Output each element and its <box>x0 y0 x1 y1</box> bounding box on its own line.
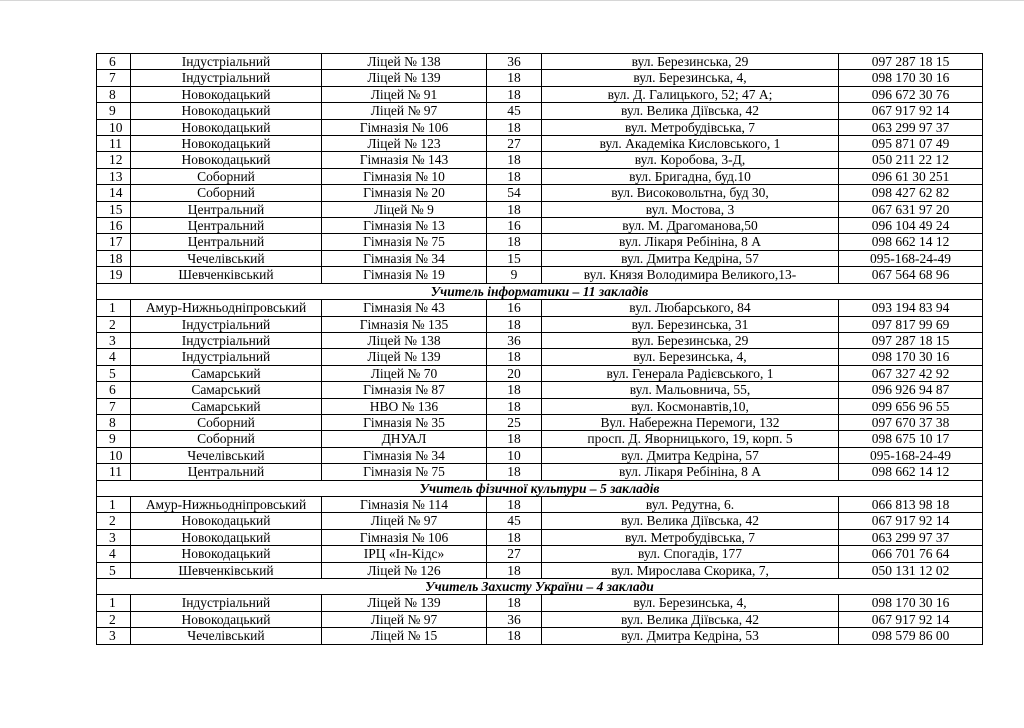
district-cell: Соборний <box>131 414 322 430</box>
address-cell: вул. Дмитра Кедріна, 57 <box>542 447 839 463</box>
row-number: 2 <box>97 513 131 529</box>
school-cell: Гімназія № 106 <box>322 529 487 545</box>
address-cell: вул. Коробова, 3-Д, <box>542 152 839 168</box>
school-cell: Гімназія № 106 <box>322 119 487 135</box>
school-cell: Ліцей № 97 <box>322 513 487 529</box>
hours-cell: 18 <box>487 316 542 332</box>
phone-cell: 093 194 83 94 <box>839 300 983 316</box>
section-heading: Учитель Захисту України – 4 заклади <box>97 579 983 595</box>
address-cell: вул. Велика Діївська, 42 <box>542 513 839 529</box>
row-number: 18 <box>97 250 131 266</box>
address-cell: вул. Академіка Кисловського, 1 <box>542 136 839 152</box>
hours-cell: 9 <box>487 267 542 283</box>
hours-cell: 18 <box>487 152 542 168</box>
district-cell: Новокодацький <box>131 86 322 102</box>
row-number: 10 <box>97 447 131 463</box>
row-number: 7 <box>97 70 131 86</box>
row-number: 3 <box>97 628 131 644</box>
table-row <box>97 103 983 119</box>
school-cell: Гімназія № 75 <box>322 234 487 250</box>
school-cell: Гімназія № 114 <box>322 496 487 512</box>
row-number: 4 <box>97 546 131 562</box>
row-number: 1 <box>97 300 131 316</box>
school-cell: Гімназія № 34 <box>322 447 487 463</box>
school-cell: НВО № 136 <box>322 398 487 414</box>
address-cell: вул. Дмитра Кедріна, 53 <box>542 628 839 644</box>
district-cell: Чечелівський <box>131 628 322 644</box>
table-row <box>97 218 983 234</box>
district-cell: Індустріальний <box>131 316 322 332</box>
phone-cell: 098 662 14 12 <box>839 234 983 250</box>
row-number: 13 <box>97 168 131 184</box>
district-cell: Центральний <box>131 201 322 217</box>
row-number: 12 <box>97 152 131 168</box>
section-heading-row <box>97 480 983 496</box>
phone-cell: 097 287 18 15 <box>839 54 983 70</box>
table-row <box>97 496 983 512</box>
row-number: 10 <box>97 119 131 135</box>
row-number: 3 <box>97 529 131 545</box>
hours-cell: 20 <box>487 365 542 381</box>
phone-cell: 067 917 92 14 <box>839 513 983 529</box>
row-number: 6 <box>97 382 131 398</box>
district-cell: Соборний <box>131 431 322 447</box>
table-row <box>97 54 983 70</box>
hours-cell: 18 <box>487 529 542 545</box>
row-number: 8 <box>97 86 131 102</box>
phone-cell: 096 926 94 87 <box>839 382 983 398</box>
district-cell: Чечелівський <box>131 250 322 266</box>
district-cell: Новокодацький <box>131 119 322 135</box>
phone-cell: 098 579 86 00 <box>839 628 983 644</box>
hours-cell: 54 <box>487 185 542 201</box>
phone-cell: 067 631 97 20 <box>839 201 983 217</box>
address-cell: вул. Любарського, 84 <box>542 300 839 316</box>
phone-cell: 096 61 30 251 <box>839 168 983 184</box>
district-cell: Індустріальний <box>131 70 322 86</box>
district-cell: Центральний <box>131 464 322 480</box>
table-row <box>97 119 983 135</box>
row-number: 2 <box>97 316 131 332</box>
phone-cell: 067 327 42 92 <box>839 365 983 381</box>
phone-cell: 099 656 96 55 <box>839 398 983 414</box>
address-cell: вул. Лікаря Ребініна, 8 А <box>542 234 839 250</box>
district-cell: Індустріальний <box>131 332 322 348</box>
row-number: 1 <box>97 496 131 512</box>
hours-cell: 36 <box>487 332 542 348</box>
school-cell: Ліцей № 15 <box>322 628 487 644</box>
address-cell: вул. Лікаря Ребініна, 8 А <box>542 464 839 480</box>
phone-cell: 098 662 14 12 <box>839 464 983 480</box>
district-cell: Центральний <box>131 234 322 250</box>
table-row <box>97 168 983 184</box>
district-cell: Новокодацький <box>131 136 322 152</box>
table-row <box>97 332 983 348</box>
row-number: 3 <box>97 332 131 348</box>
hours-cell: 18 <box>487 86 542 102</box>
address-cell: вул. Князя Володимира Великого,13- <box>542 267 839 283</box>
address-cell: вул. Редутна, 6. <box>542 496 839 512</box>
row-number: 9 <box>97 431 131 447</box>
row-number: 17 <box>97 234 131 250</box>
hours-cell: 18 <box>487 349 542 365</box>
address-cell: вул. Березинська, 4, <box>542 70 839 86</box>
table-row <box>97 70 983 86</box>
table-row <box>97 365 983 381</box>
table-row <box>97 267 983 283</box>
phone-cell: 066 701 76 64 <box>839 546 983 562</box>
row-number: 14 <box>97 185 131 201</box>
section-heading-row <box>97 579 983 595</box>
school-cell: Ліцей № 139 <box>322 349 487 365</box>
district-cell: Самарський <box>131 365 322 381</box>
table-row <box>97 447 983 463</box>
row-number: 4 <box>97 349 131 365</box>
school-cell: Ліцей № 91 <box>322 86 487 102</box>
phone-cell: 067 917 92 14 <box>839 611 983 627</box>
hours-cell: 18 <box>487 70 542 86</box>
table-row <box>97 234 983 250</box>
district-cell: Новокодацький <box>131 152 322 168</box>
school-cell: Гімназія № 135 <box>322 316 487 332</box>
address-cell: вул. М. Драгоманова,50 <box>542 218 839 234</box>
district-cell: Центральний <box>131 218 322 234</box>
hours-cell: 18 <box>487 595 542 611</box>
hours-cell: 45 <box>487 103 542 119</box>
row-number: 11 <box>97 136 131 152</box>
row-number: 19 <box>97 267 131 283</box>
hours-cell: 27 <box>487 546 542 562</box>
row-number: 16 <box>97 218 131 234</box>
phone-cell: 067 564 68 96 <box>839 267 983 283</box>
table-row <box>97 316 983 332</box>
district-cell: Новокодацький <box>131 546 322 562</box>
school-cell: Гімназія № 34 <box>322 250 487 266</box>
phone-cell: 066 813 98 18 <box>839 496 983 512</box>
address-cell: вул. Березинська, 4, <box>542 349 839 365</box>
table-row <box>97 349 983 365</box>
school-cell: ДНУАЛ <box>322 431 487 447</box>
hours-cell: 36 <box>487 54 542 70</box>
row-number: 7 <box>97 398 131 414</box>
phone-cell: 098 427 62 82 <box>839 185 983 201</box>
hours-cell: 18 <box>487 464 542 480</box>
hours-cell: 18 <box>487 168 542 184</box>
hours-cell: 15 <box>487 250 542 266</box>
address-cell: вул. Велика Діївська, 42 <box>542 611 839 627</box>
row-number: 1 <box>97 595 131 611</box>
hours-cell: 36 <box>487 611 542 627</box>
phone-cell: 067 917 92 14 <box>839 103 983 119</box>
address-cell: вул. Бригадна, буд.10 <box>542 168 839 184</box>
address-cell: просп. Д. Яворницького, 19, корп. 5 <box>542 431 839 447</box>
school-cell: ІРЦ «Ін-Кідс» <box>322 546 487 562</box>
district-cell: Чечелівський <box>131 447 322 463</box>
district-cell: Соборний <box>131 168 322 184</box>
school-cell: Ліцей № 138 <box>322 332 487 348</box>
school-cell: Ліцей № 126 <box>322 562 487 578</box>
row-number: 9 <box>97 103 131 119</box>
phone-cell: 095 871 07 49 <box>839 136 983 152</box>
phone-cell: 095-168-24-49 <box>839 250 983 266</box>
section-heading: Учитель фізичної культури – 5 закладів <box>97 480 983 496</box>
address-cell: вул. Генерала Радієвського, 1 <box>542 365 839 381</box>
hours-cell: 25 <box>487 414 542 430</box>
table-row <box>97 300 983 316</box>
district-cell: Індустріальний <box>131 349 322 365</box>
district-cell: Індустріальний <box>131 54 322 70</box>
address-cell: вул. Березинська, 4, <box>542 595 839 611</box>
address-cell: вул. Мирослава Скорика, 7, <box>542 562 839 578</box>
phone-cell: 096 672 30 76 <box>839 86 983 102</box>
table-row <box>97 152 983 168</box>
school-cell: Гімназія № 75 <box>322 464 487 480</box>
table-row <box>97 611 983 627</box>
school-cell: Гімназія № 13 <box>322 218 487 234</box>
address-cell: вул. Мостова, 3 <box>542 201 839 217</box>
hours-cell: 10 <box>487 447 542 463</box>
school-cell: Ліцей № 9 <box>322 201 487 217</box>
hours-cell: 27 <box>487 136 542 152</box>
district-cell: Амур-Нижньодніпровський <box>131 300 322 316</box>
address-cell: вул. Спогадів, 177 <box>542 546 839 562</box>
table-row <box>97 628 983 644</box>
school-cell: Гімназія № 43 <box>322 300 487 316</box>
table-row <box>97 595 983 611</box>
address-cell: вул. Дмитра Кедріна, 57 <box>542 250 839 266</box>
table-row <box>97 529 983 545</box>
table-row <box>97 546 983 562</box>
table-row <box>97 86 983 102</box>
address-cell: вул. Велика Діївська, 42 <box>542 103 839 119</box>
school-cell: Ліцей № 123 <box>322 136 487 152</box>
hours-cell: 16 <box>487 300 542 316</box>
address-cell: вул. Високовольтна, буд 30, <box>542 185 839 201</box>
school-cell: Гімназія № 19 <box>322 267 487 283</box>
table-row <box>97 250 983 266</box>
address-cell: вул. Мальовнича, 55, <box>542 382 839 398</box>
district-cell: Амур-Нижньодніпровський <box>131 496 322 512</box>
district-cell: Новокодацький <box>131 103 322 119</box>
hours-cell: 18 <box>487 201 542 217</box>
phone-cell: 096 104 49 24 <box>839 218 983 234</box>
table-row <box>97 136 983 152</box>
district-cell: Новокодацький <box>131 513 322 529</box>
phone-cell: 097 817 99 69 <box>839 316 983 332</box>
row-number: 5 <box>97 562 131 578</box>
district-cell: Шевченківський <box>131 562 322 578</box>
page-top-border <box>0 0 1024 1</box>
address-cell: вул. Метробудівська, 7 <box>542 529 839 545</box>
address-cell: Вул. Набережна Перемоги, 132 <box>542 414 839 430</box>
vacancies-table <box>96 53 983 645</box>
table-row <box>97 464 983 480</box>
district-cell: Новокодацький <box>131 529 322 545</box>
hours-cell: 18 <box>487 431 542 447</box>
district-cell: Самарський <box>131 382 322 398</box>
phone-cell: 097 670 37 38 <box>839 414 983 430</box>
hours-cell: 18 <box>487 234 542 250</box>
address-cell: вул. Метробудівська, 7 <box>542 119 839 135</box>
hours-cell: 45 <box>487 513 542 529</box>
row-number: 15 <box>97 201 131 217</box>
district-cell: Новокодацький <box>131 611 322 627</box>
vacancies-table-body <box>97 54 983 645</box>
address-cell: вул. Космонавтів,10, <box>542 398 839 414</box>
school-cell: Гімназія № 20 <box>322 185 487 201</box>
table-row <box>97 201 983 217</box>
district-cell: Соборний <box>131 185 322 201</box>
row-number: 5 <box>97 365 131 381</box>
phone-cell: 095-168-24-49 <box>839 447 983 463</box>
school-cell: Гімназія № 87 <box>322 382 487 398</box>
table-row <box>97 382 983 398</box>
district-cell: Індустріальний <box>131 595 322 611</box>
address-cell: вул. Березинська, 31 <box>542 316 839 332</box>
phone-cell: 050 131 12 02 <box>839 562 983 578</box>
district-cell: Шевченківський <box>131 267 322 283</box>
section-heading-row <box>97 283 983 299</box>
phone-cell: 098 170 30 16 <box>839 70 983 86</box>
school-cell: Гімназія № 10 <box>322 168 487 184</box>
hours-cell: 18 <box>487 398 542 414</box>
district-cell: Самарський <box>131 398 322 414</box>
table-row <box>97 562 983 578</box>
address-cell: вул. Березинська, 29 <box>542 332 839 348</box>
phone-cell: 050 211 22 12 <box>839 152 983 168</box>
hours-cell: 18 <box>487 119 542 135</box>
section-heading: Учитель інформатики – 11 закладів <box>97 283 983 299</box>
row-number: 6 <box>97 54 131 70</box>
phone-cell: 098 675 10 17 <box>839 431 983 447</box>
table-row <box>97 414 983 430</box>
school-cell: Ліцей № 70 <box>322 365 487 381</box>
row-number: 8 <box>97 414 131 430</box>
row-number: 11 <box>97 464 131 480</box>
phone-cell: 063 299 97 37 <box>839 529 983 545</box>
school-cell: Гімназія № 35 <box>322 414 487 430</box>
school-cell: Ліцей № 139 <box>322 595 487 611</box>
school-cell: Ліцей № 138 <box>322 54 487 70</box>
school-cell: Ліцей № 97 <box>322 103 487 119</box>
phone-cell: 097 287 18 15 <box>839 332 983 348</box>
address-cell: вул. Д. Галицького, 52; 47 А; <box>542 86 839 102</box>
phone-cell: 098 170 30 16 <box>839 595 983 611</box>
hours-cell: 18 <box>487 382 542 398</box>
table-row <box>97 513 983 529</box>
row-number: 2 <box>97 611 131 627</box>
phone-cell: 098 170 30 16 <box>839 349 983 365</box>
table-row <box>97 185 983 201</box>
address-cell: вул. Березинська, 29 <box>542 54 839 70</box>
hours-cell: 16 <box>487 218 542 234</box>
phone-cell: 063 299 97 37 <box>839 119 983 135</box>
hours-cell: 18 <box>487 628 542 644</box>
school-cell: Ліцей № 97 <box>322 611 487 627</box>
hours-cell: 18 <box>487 562 542 578</box>
table-row <box>97 431 983 447</box>
table-row <box>97 398 983 414</box>
school-cell: Гімназія № 143 <box>322 152 487 168</box>
school-cell: Ліцей № 139 <box>322 70 487 86</box>
hours-cell: 18 <box>487 496 542 512</box>
